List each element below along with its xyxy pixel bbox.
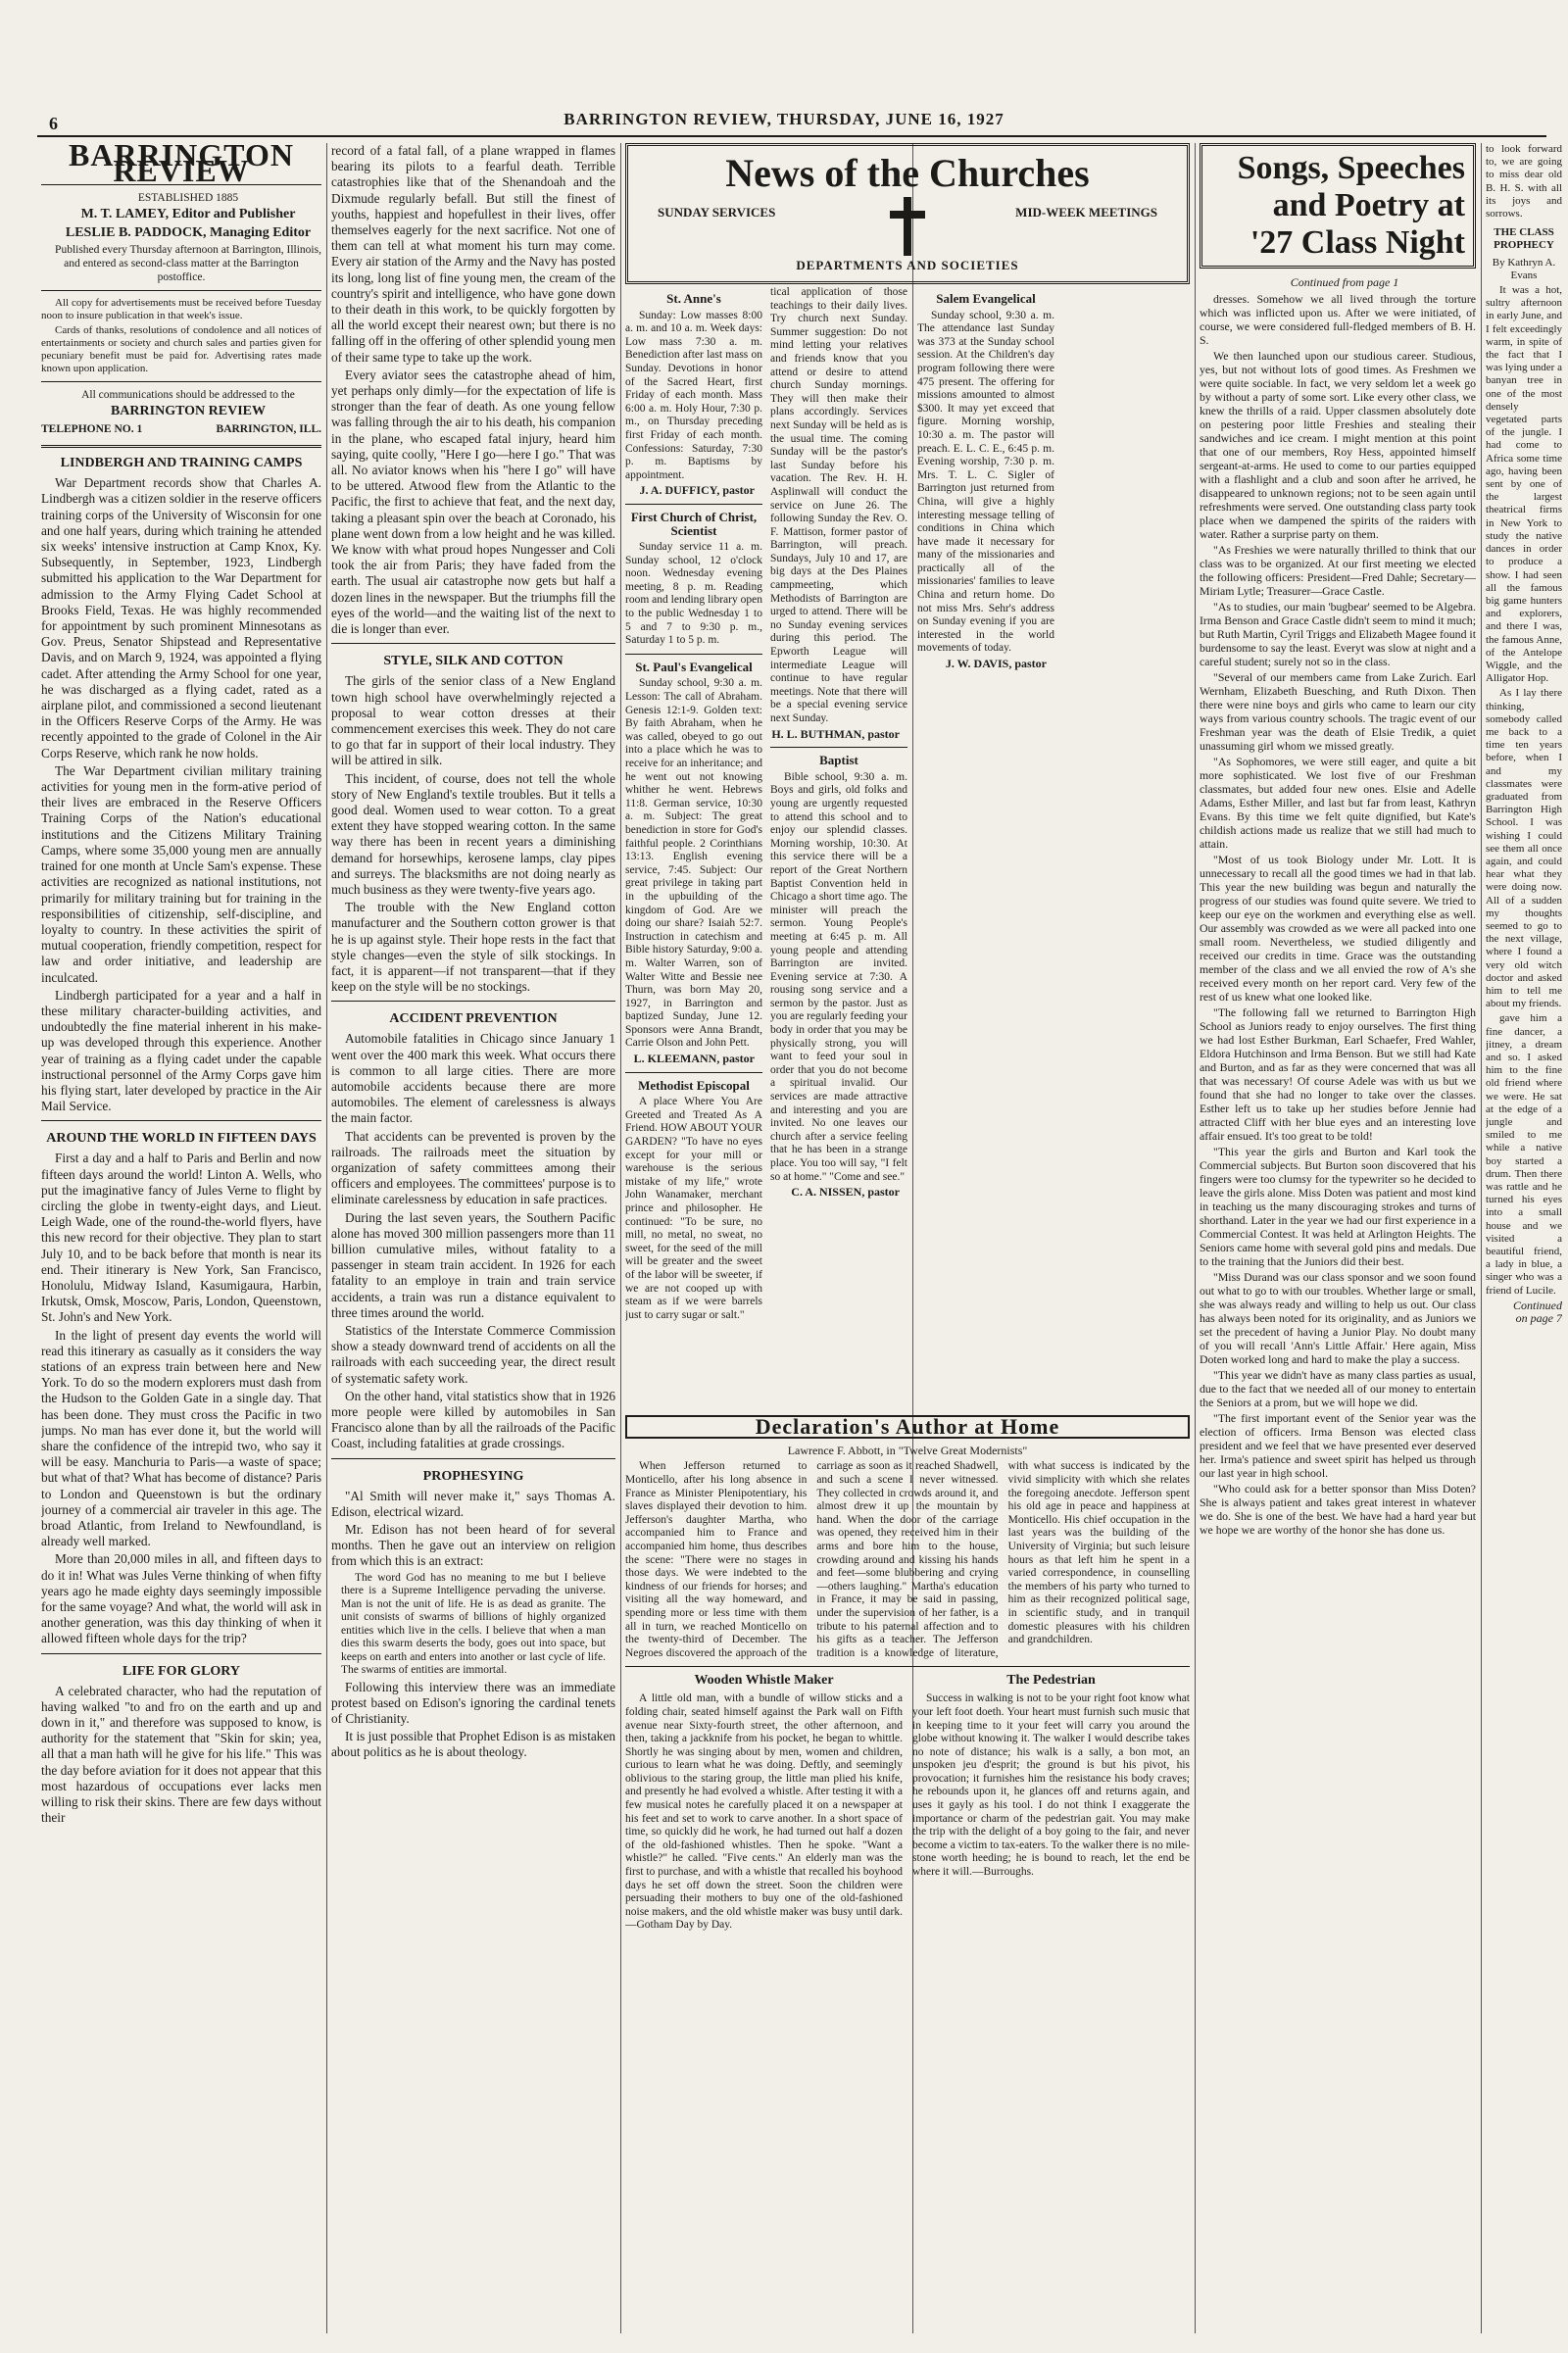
churches-banner [625, 143, 1190, 284]
article-paragraph: "Miss Durand was our class sponsor and we soon found out what to go to with our troubles. Whether large or small, she was always ready and willing to help us out. Our class has always been noted for its originality, and as Juniors we set the precedent of having a Junior Play. No doubt many of you will recall 'Ann's Little Affair.' Here again, Miss Doten worked long and hard to make the play a success. [1200, 1270, 1476, 1367]
church-signature: L. KLEEMANN, pastor [633, 1052, 755, 1066]
article-paragraph: War Department records show that Charles A. Lindbergh was a citizen soldier in the reserve officers training corps of the University of Wisconsin for one and one half years, during which training he attended six weeks' intensive instruction at Camp Knox, Ky. Subsequently, in September, 1923, Lindbergh submitted his application to the War Department for admission to the Army Flying Cadet School at Brooks Field, Texas. He was highly recommended for appointment by such prominent Minnesotans as Gov. Preus, Senator Shipstead and Representative Davis, and on March 9, 1924, was appointed a flying cadet. After attending the Army School for one year, he was discharged as a flying cadet, rated as a airplane pilot, and commissioned a second lieutenant in the Officers Reserve Corps of the Army. He was recently appointed to the grade of Colonel in the Air Corps Reserve, which rank he now holds. [41, 475, 321, 760]
article-title: AROUND THE WORLD IN FIFTEEN DAYS [46, 1131, 317, 1147]
songs-title-line-1: Songs, Speeches [1237, 150, 1465, 186]
article-paragraph: "The following fall we returned to Barrington High School as Juniors ready to enjoy ourselves. The first thing we had lost Esther Burkman, Earl Schaefer, Fred Wahler, Eldora Hutchinson and Irma Benson. But we still had Kate and Burton, and as far as they were concerned that was all that was necessary! Of course Adele was with us but we found that she had no longer to take over the classes. Esther left us to take up her studies before Jennie had attracted Cliff with her blue eyes and an interesting love affair ensued. It's too great to be told! [1200, 1005, 1476, 1144]
divider [625, 1072, 762, 1073]
church-signature: J. W. DAVIS, pastor [945, 657, 1047, 671]
divider [625, 504, 762, 505]
whistle-article [625, 1673, 903, 1935]
article-paragraph: In the light of present day events the world will read this itinerary as casually as it considers the way stations of an express train between here and New York. To do so the modern explorers must dash from the Hudson to the Golden Gate in a single day. That has been done. They must cross the Pacific in two jumps. No man has ever done it, but the world will share the confidence of the intrepid two, who say it will be easy. Manchuria to Paris—a waste of space; but what of that? What has become of distance? Paris to London and Queenstown is but the ordinary journey of a commercial air traveler in this age. The broad Atlantic, from Ireland to Newfoundland, is already well marked. [41, 1327, 321, 1549]
features-split [625, 1673, 1190, 1935]
article-paragraph: dresses. Somehow we all lived through the torture which was inflicted upon us. After we were initiated, of course, we were considered full-fledged members of B. H. S. [1200, 292, 1476, 348]
article-title: ACCIDENT PREVENTION [389, 1011, 558, 1027]
declaration-text: When Jefferson returned to Monticello, after his long absence in France as Minister Plenipotentiary, his slaves displayed their devotion to him. Jefferson's daughter Martha, who accompanied him to France and accompanied him home, thus describes the scene: "There were no stages in those days. We were indebted to the kindness of our friends for horses; and visiting all the way homeward, and spending more or less time with them all in turn, we reached Monticello on the twenty-third of December. The Negroes discovered the approach of the carriage as soon as it reached Shadwell, and such a scene I never witnessed. They collected in crowds around it, and almost drew it up the mountain by hand. When the door of the carriage was opened, they received him in their arms and bore him to the house, crowding around and kissing his hands and feet—some blubbering and crying—others laughing." Martha's education in France, it may be said in passing, under the supervision of her father, is a tribute to his paternal affection and to his gifts as a teacher. The Jefferson tradition is a knowledge of literature, with what success is indicated by the vivid simplicity with which she relates the foregoing anecdote. Jefferson spent his old age in peace and happiness at Monticello. His chief occupation in the last years was the building of the University of Virginia; but such leisure hours as that left him he spent in a varied correspondence, in counselling the members of his party who turned to him as their recognized political sage, in scientific study, and in tranquil domestic pleasures with his children and grandchildren. [625, 1460, 1190, 1659]
article-paragraph: Success in walking is not to be your right foot know what your left foot doeth. Your heart must furnish such music that in keeping time to it your feet will carry you around the globe without knowing it. The walker I would describe takes no note of distance; his walk is a sally, a bon mot, an unspoken jeu d'esprit; the ground is but his pivot, his provocation; it furnishes him the resistance his body craves; he rebounds upon it, he glances off and returns again, and uses it gayly as his tool. I do not think I exaggerate the importance or charm of the pedestrian gait. You may make the trip with the delight of a boy going to the fair, and never become a victim to tax-eaters. To the walker there is no mile-stone worth heeding; he is bound to reach, let the end be where it will.—Burroughs. [912, 1692, 1190, 1879]
article-paragraph: "The first important event of the Senior year was the election of officers. Irma Benson was elected class president and we feel that we have presented ever deserved her. Irma's patience and sweet spirit has helped us through our last year in high school. [1200, 1411, 1476, 1481]
article-paragraph: Lindbergh participated for a year and a half in these military character-building activities, and undoubtedly the fine material inherent in his make-up was developed through this experience. Another year of training as a flying cadet under the capable instructional personnel of the Army Corps gave him his flying start, later developed by practice in the Air Mail Service. [41, 987, 321, 1114]
prophecy-byline: By Kathryn A. Evans [1492, 256, 1556, 281]
church-title: Methodist Episcopal [638, 1077, 750, 1093]
divider [41, 381, 321, 382]
church-text: tical application of those teachings to their daily lives. Try church next Sunday. Summer suggestion: Do not mind letting your relatives and friends know that you attend or desire to attend church Sunday mornings. They will then make their plans accordingly. Services next Sunday will be held as is the usual time. The coming Sunday will be the pastor's last Sunday before his vacation. The Rev. H. H. Asplinwall will conduct the service on June 26. The following Sunday the Rev. O. F. Mattison, former pastor of Barrington, will preach. Sundays, July 10 and 17, are big days at the Des Plaines campmeeting, which Methodists of Barrington are urged to attend. There will be no Sunday evening services during this period. The Epworth League will intermediate League will continue to have regular meetings. Note that there will be a special evening service next Sunday. [770, 286, 907, 724]
masthead-address-line: All communications should be addressed to the [81, 388, 295, 401]
church-title: Salem Evangelical [936, 291, 1036, 306]
article-quote: The word God has no meaning to me but I believe there is a Supreme Intelligence pervading the universe. Man is not the unit of life. He is as dead as granite. The unit consists of swarms of billions of highly organized entities which live in the cells. I believe that when a man dies this swarm deserts the body, goes out into space, but keeps on earth and enters into another or last cycle of life. The swarms of entities are immortal. [341, 1571, 606, 1677]
article-paragraph: The girls of the senior class of a New England town high school have overwhelmingly rejected a proposal to wear cotton dresses at their commencement exercises this week. They do not care to go that far in support of their local industry. They will be attired in silk. [331, 673, 615, 768]
article-paragraph: A celebrated character, who had the reputation of having walked "to and fro on the earth and up and down in it," and therefore was supposed to know, is authority for the statement that "Skin for skin; yea, all that a man hath will he give for his life." This was the day before aviation for it does not appear that this most hazardous of occupations ever lacks men willing to risk their skins. There are few days without their [41, 1683, 321, 1826]
lower-features [625, 1407, 1190, 2333]
article-paragraph: The War Department civilian military training activities for young men in the form-ative period of their lives are embraced in the Reserve Officers Training Corps of the Nation's educational institutions and the Citizens Military Training Camps, where some 35,000 young men are annually trained for one month at Uncle Sam's expense. These activities are recognized as national institutions, not primarily for military training but for training in the responsibilities of citizenship, self-discipline, and loyalty to country. In these activities the spirit of mutual cooperation, friendly competition, respect for law and order initiative, and leadership are inculcated. [41, 762, 321, 985]
divider [41, 290, 321, 291]
continued-on: Continued on page 7 [1513, 1298, 1562, 1326]
article-paragraph: "As to studies, our main 'bugbear' seemed to be Algebra. Irma Benson and Grace Castle didn't seem to mind it much; but Ruth Martin, Cyril Triggs and Elizabeth Magee found it burdensome to say the least. Everyt was slow at night and a careful student; surely not so in the class. [1200, 600, 1476, 669]
churches-sunday-services: SUNDAY SERVICES [658, 205, 776, 220]
church-title: Baptist [819, 753, 858, 768]
article-paragraph: "This year the girls and Burton and Karl took the Commercial subjects. But Burton soon discovered that his fingers were too clumsy for the typewriter so he decided to leave the girls alone. Miss Doten was patient and most kind in teaching us the many discouraging strokes and turns of shorthand. Later in the year we had our first experience in a Commercial Contest. It was held at Arlington Heights. The Seniors came home with several gold pins and medals. Due to the training that the Juniors did their best. [1200, 1145, 1476, 1269]
article-paragraph: record of a fatal fall, of a plane wrapped in flames bearing its pilots to a fearful death. Terrible catastrophies like that of the Shenandoah and the Dixmude regularly befall. But still the finest of youths, happiest and hopefullest in their lives, offer themselves eagerly for the next sacrifice. Not one of them can tell at what moment his turn may come. Every air station of the Army and the Navy has posted its long, long list of fine young men, the cream of the country's spirit and intelligence, who have gone down to their death in this work, to be quickly forgotten by all the world except their nearest own; but there is no falling off in the offering of other splendid young men of their same type to take up the work. [331, 143, 615, 365]
running-head: BARRINGTON REVIEW, THURSDAY, JUNE 16, 1927 [564, 110, 1004, 128]
article-title: LIFE FOR GLORY [122, 1663, 241, 1679]
page-number: 6 [49, 114, 58, 133]
church-title: St. Anne's [666, 291, 721, 306]
article-paragraph: Following this interview there was an immediate protest based on Edison's ignoring the cardinal tenets of Christianity. [331, 1679, 615, 1727]
column-rule [620, 143, 621, 2333]
column-6 [1486, 143, 1562, 2333]
divider [331, 1458, 615, 1459]
songs-banner [1200, 143, 1476, 269]
church-title: St. Paul's Evangelical [635, 659, 753, 674]
article-paragraph: Mr. Edison has not been heard of for several months. Then he gave out an interview on religion from which this is an extract: [331, 1522, 615, 1569]
divider [331, 643, 615, 644]
church-text: Bible school, 9:30 a. m. Boys and girls, old folks and young are urgently requested to attend this school and to enjoy our splendid classes. Morning worship, 10:30. At this service there will be a report of the Great Northern Baptist Convention held in Chicago a short time ago. The minister will preach the sermon. Young People's meeting at 6:45 p. m. All young people and attending Barrington are invited. Evening service at 7:30. A rousing song service and a sermon by the pastor. Just as you are regularly feeding your body in order that you may be physically strong, you will want to feed your soul in order that you do not become a spiritual invalid. Our services are made attractive and interesting and you are invited. No one leaves our church after a service feeling that he has been in a strange place. You too will say, "I felt so at home." "Come and see." [770, 770, 907, 1183]
article-paragraph: It was a hot, sultry afternoon in early June, and I felt exceedingly warm, in spite of the fact that I was lying under a banyan tree in one of the most densely vegetated parts of the jungle. I had come to Africa some time ago, having been sent by one of the largest theatrical firms in New York to study the native dances in order to produce a show. I had seen all the famous big game hunters and explorers, and there I was, the famous Anne, of the Antelope Wiggle, and the Alligator Hop. [1486, 284, 1562, 685]
column-2 [331, 143, 615, 2333]
songs-text [1200, 292, 1476, 1537]
masthead-contact-row [41, 421, 321, 437]
church-signature: C. A. NISSEN, pastor [791, 1185, 900, 1200]
church-text: Sunday school, 9:30 a. m. Lesson: The call of Abraham. Genesis 12:1-9. Golden text: By faith Abraham, when he was called, obeyed to go out into a place which he was to receive for an inheritance; and he went out not knowing whither he went. Hebrews 11:8. German service, 10:30 a. m. Subject: The great benediction in store for God's faithful people. 2 Corinthians 13:13. English evening service, 7:45. Subject: Our great privilege in taking part in the upbuilding of the kingdom of God. Are we doing our share? Isaiah 52:7. Instruction in catechism and Bible history Saturday, 9:00 a. m. Walter Warren, son of Walter Witte and Bessie nee Thurn, was born May 20, 1927, in Barrington and baptized Sunday, June 12. Sponsors were Anna Brandt, Carrie Olson and John Pett. [625, 677, 762, 1050]
article-paragraph: Automobile fatalities in Chicago since January 1 went over the 400 mark this week. What occurs there is common to all large cities. There are more automobile accidents because there are more automobiles. The element of carelessness is always the main factor. [331, 1031, 615, 1126]
article-paragraph: A little old man, with a bundle of willow sticks and a folding chair, seated himself against the Park wall on Fifth avenue near Sixty-fourth street, the other afternoon, and then, taking a jackknife from his pocket, he began to whittle. Shortly he was singing about by men, women and children, curious to learn what he was doing. Deftly, and seemingly oblivious to the staring group, the little man plied his knife, and presently he had evolved a whistle. After testing it with a few musical notes he carefully placed it on a newspaper at his feet and set to work to carve another. In a short space of time, so quickly did he work, he had turned out half a dozen of the old-fashioned whistles. Then he spoke. "Want a whistle?" he called. "Five cents." An elderly man was the first to purchase, and with a whistle that recalled his boyhood days he set off down the street. Soon the children were persuading their mothers to buy one of the old-fashioned noise makers, and the old whistle maker was busy until dark.—Gotham Day by Day. [625, 1692, 903, 1932]
churches-departments: DEPARTMENTS AND SOCIETIES [796, 257, 1019, 272]
article-paragraph: "Most of us took Biology under Mr. Lott. It is unnecessary to recall all the good times we had in that lab. This year the new building was begun and naturally the progress of our studies was found quite severe. We tried to keep our eye on the workmen and everything else as well. Our assembly was crowded as we were all packed into one small room. Nevertheless, we studied diligently and received our credits in time. Grace was the outstanding member of the class and we all envied the row of A's she received every month on her report card. Very few of the rest of us knew what one looked like. [1200, 853, 1476, 1005]
masthead-notice-copy: All copy for advertisements must be received before Tuesday noon to insure publication in that week's issue. [41, 296, 321, 321]
article-paragraph: This incident, of course, does not tell the whole story of New England's textile troubles. But it tells a good deal. Women used to wear cotton. To a great extent they have stopped wearing cotton. In the same way there has been in recent years a diminishing demand for horsewhips, kerosene lamps, clay pipes and surreys. The blacksmiths are not doing nearly as much business as they were twenty-five years ago. [331, 770, 615, 897]
masthead-title: BARRINGTON REVIEW [69, 143, 294, 189]
songs-title-line-2: and Poetry at [1272, 187, 1465, 223]
top-rule [37, 135, 1546, 137]
churches-title: News of the Churches [725, 151, 1090, 195]
masthead-address-name: BARRINGTON REVIEW [110, 403, 267, 418]
article-paragraph: First a day and a half to Paris and Berlin and now fifteen days around the world! Linton A. Wells, who put the imaginative fancy of Jules Verne to flight by circling the globe in twenty-eight days, and Lieut. Leigh Wade, one of the round-the-world flyers, have this new record for their objective. They plan to start July 10, and to be back before that month is near its end. Their itinerary is New York, San Francisco, Honolulu, Midway Island, Kasumigaura, Harbin, Irkutsk, Omsk, Moscow, Paris, London, Queenstown, St. John's and New York. [41, 1151, 321, 1325]
article-paragraph: gave him a fine dancer, a jitney, a dream and so. I asked him to the fine old friend where we were. He sat at the edge of a jungle and smiled to me while a native boy started a drum. Then there was rattle and he turned his eyes into a small house and we visited a beautiful friend, a lady in blue, a singer who was a friend of Lucile. [1486, 1012, 1562, 1297]
masthead-notice-cards: Cards of thanks, resolutions of condolence and all notices of entertainments or society and church sales and parties given for pecuniary benefit must be paid for. Advertising rates made known upon application. [41, 323, 321, 374]
article-title: STYLE, SILK AND COTTON [383, 654, 564, 669]
divider [41, 445, 321, 448]
churches-midweek-meetings: MID-WEEK MEETINGS [1015, 205, 1157, 220]
masthead-established: ESTABLISHED 1885 [137, 192, 239, 205]
church-text: A place Where You Are Greeted and Treated As A Friend. HOW ABOUT YOUR GARDEN? "To have no eyes except for your mill or warehouse is the serious mistake of my life," wrote John Wanamaker, merchant prince and philosopher. He continued: "To be sure, no mill, no metal, no sweat, no sweet, for the seed of the mill will be greater and the sweet of the labor will be sweeter, if we are not cooped up with steam as if we were barrels just to carry sugar or salt." [625, 1096, 762, 1321]
masthead-published: Published every Thursday afternoon at Barrington, Illinois, and entered as second-class matter at the Barrington postoffice. [55, 243, 321, 283]
church-text: Sunday school, 9:30 a. m. The attendance last Sunday was 373 at the Sunday school session. At the Children's day program following there were 475 present. The offering for missions amounted to almost $300. It may yet exceed that figure. Morning worship, 10:30 a. m. The pastor will preach. E. L. C. E., 6:45 p. m. Evening worship, 7:30 p. m. Mrs. T. L. C. Sigler of Barrington just returned from China, will give a highly interesting message telling of conditions in China which have made it necessary for many of the missionaries and practically all of the missionaries' families to leave China and return home. Do not miss Mrs. Sehr's address on Sunday evening if you are interested in the world movements of today. [917, 309, 1054, 655]
column-rule [1481, 143, 1482, 2333]
article-title: Wooden Whistle Maker [694, 1673, 834, 1689]
article-paragraph: "As Freshies we were naturally thrilled to think that our class was to be organized. At our first meeting we elected the following officers: President—Fred Dahle; Secretary—Miriam Lytle; Treasurer—Grace Castle. [1200, 543, 1476, 599]
declaration-title: Declaration's Author at Home [625, 1415, 1190, 1439]
divider [625, 654, 762, 655]
article-paragraph: "As Sophomores, we were still eager, and quite a bit more sophisticated. We lost five of our Freshman classmates, but added four new ones. Elsie and Adelle Adams, Esther Miller, and last but far from least, Kathryn Evans. By this time we felt quite dignified, but Kate's childish actions made us realize that we still had much to attain. [1200, 755, 1476, 852]
article-paragraph: That accidents can be prevented is proven by the railroads. The railroads meet the situation by organization of safety committees among their officers and employees. The committees' purpose is to eliminate carelessness by education in safe practices. [331, 1128, 615, 1207]
article-paragraph: Statistics of the Interstate Commerce Commission show a steady downward trend of accidents on all the railroads with each succeeding year, the direct result of systematic safety work. [331, 1323, 615, 1386]
article-paragraph: We then launched upon our studious career. Studious, yes, but not without lots of good times. As Freshmen we were quite sociable. In fact, we very seldom let a week go by without a party of some sort. Like every other class, we knew the thrills of a raid. Upper classmen absolutely dote on pestering poor little Freshies and stealing their sandwiches and ice cream. I might mention at this point that one of our members, Roy Hess, appointed himself sergeant-at-arms. He used to come to our parties equipped with a flashlight and a club and soon after he arrived, he disappeared to unknown regions; not to be seen again until refreshments were served. One outstanding class party took place when we dampened the spirits of the raiders with water. Rather a surprise party on them. [1200, 349, 1476, 542]
masthead-city: BARRINGTON, ILL. [216, 423, 321, 436]
article-paragraph: "Al Smith will never make it," says Thomas A. Edison, electrical wizard. [331, 1488, 615, 1519]
column-rule [326, 143, 327, 2333]
church-text: Sunday service 11 a. m. Sunday school, 12 o'clock noon. Wednesday evening meeting, 8 p. m. Reading room and lending library open to the public Wednesday 1 to 5 and 7 to 9:30 p. m., Saturday 1 to 5 p. m. [625, 541, 762, 647]
churches-col-c [917, 286, 1054, 1403]
divider [625, 1666, 1190, 1667]
church-text: Sunday: Low masses 8:00 a. m. and 10 a. m. Week days: Low mass 7:30 a. m. Benediction after last mass on Sunday. Devotions in honor of the Sacred Heart, first Friday of each month. Mass 6:00 a. m. Holy Hour, 7:30 p. m., on Thursday preceding first Friday of each month. Confessions: Saturday, 7:30 p. m. Baptisms by appointment. [625, 309, 762, 481]
church-signature: J. A. DUFFICY, pastor [639, 483, 755, 498]
church-title: First Church of Christ, Scientist [630, 509, 758, 538]
divider [41, 1120, 321, 1121]
article-paragraph: "This year we didn't have as many class parties as usual, due to the fact that we needed all of our money to entertain the Seniors at a prom, but we will hope we did. [1200, 1368, 1476, 1410]
church-signature: H. L. BUTHMAN, pastor [771, 726, 900, 741]
article-paragraph: It is just possible that Prophet Edison is as mistaken about politics as he is about theology. [331, 1729, 615, 1760]
article-title: The Pedestrian [1006, 1673, 1096, 1689]
continued-from: Continued from page 1 [1290, 275, 1399, 289]
article-paragraph: The trouble with the New England cotton manufacturer and the Southern cotton grower is that he is up against style. Their hope rests in the fact that style changes—even the style of silk stockings. In fact, it is apparent—if not transparent—that if they keep on the style will be no stockings. [331, 900, 615, 995]
prophecy-title: THE CLASS PROPHECY [1494, 226, 1554, 252]
article-title: PROPHESYING [422, 1468, 524, 1484]
divider [41, 1653, 321, 1654]
article-paragraph: Every aviator sees the catastrophe ahead of him, yet perhaps only dimly—for the expectation of life is stronger than the fear of death. As one young fellow was falling through the air to his death, his companion in the plane, who escaped fatal injury, heard him saying, quite coolly, "Here I go—here I go." That was all. No aviator knows when his "here I go" will have to be uttered. Atwood flew from the Atlantic to the Pacific, the first to achieve that feat, and the next day, taking a pleasant spin over the beach at Coronado, his plane went down from a low height and he was killed. We know with what proud hopes Nungesser and Coli took the air from Paris; they have faded from the earth. The usual air catastrophe now gets but half a dozen lines in the newspaper. But the triumphs fill the eyes of the world—and the waiting list of the next to die is longer than ever. [331, 367, 615, 637]
songs-title-line-3: '27 Class Night [1250, 224, 1465, 261]
article-paragraph: During the last seven years, the Southern Pacific alone has moved 300 million passengers more than 11 billion cumulative miles, without fatality to a passenger in steam train accident. In 1926 for each fatality to an employe in train and train service accidents, a train was run a distance equivalent to three times around the world. [331, 1209, 615, 1320]
divider [331, 1001, 615, 1002]
masthead-telephone: TELEPHONE NO. 1 [41, 423, 143, 436]
column-1 [41, 143, 321, 2333]
article-paragraph: "Who could ask for a better sponsor than Miss Doten? She is always patient and takes great interest in whatever we do. She is one of the best. We have had a hard year but we hope we are worthy of the honor she has done us. [1200, 1482, 1476, 1538]
divider [770, 747, 907, 748]
article-title: LINDBERGH AND TRAINING CAMPS [60, 456, 303, 471]
masthead-managing-editor: LESLIE B. PADDOCK, Managing Editor [65, 224, 312, 240]
column-rule [1195, 143, 1196, 2333]
article-paragraph: to look forward to, we are going to miss dear old B. H. S. with all its joys and sorrows. [1486, 143, 1562, 221]
article-paragraph: On the other hand, vital statistics show that in 1926 more people were killed by automobiles in San Francisco alone than by all the railroads of the Pacific Coast, including fatalities at grade crossings. [331, 1388, 615, 1451]
article-paragraph: More than 20,000 miles in all, and fifteen days to do it in! What was Jules Verne thinking of when fifty years ago he made eighty days seemingly impossible for the same voyage? And what, the world will ask in another generation, was this day thinking of when it allowed fifteen whole days for the trip? [41, 1551, 321, 1646]
declaration-byline: Lawrence F. Abbott, in "Twelve Great Modernists" [787, 1444, 1028, 1458]
masthead-editor: M. T. LAMEY, Editor and Publisher [80, 207, 296, 222]
column-5 [1200, 143, 1476, 2333]
pedestrian-article [912, 1673, 1190, 1935]
article-paragraph: As I lay there thinking, somebody called me back to a time ten years before, when I and my classmates were graduated from Barrington High School. I was wishing I could see them all once again, and could hear what they were doing now. All of a sudden my thoughts seemed to go to the next village, where I found a very old witch doctor and asked him to tell me about my friends. [1486, 687, 1562, 1010]
article-paragraph: "Several of our members came from Lake Zurich. Earl Wernham, Elizabeth Buesching, and Ruth Dixon. Then there were nine boys and girls who came to learn our city ways from various country schools. The tragic event of our Freshman year was the death of Elsie Tredik, a quiet unassuming girl whom we missed greatly. [1200, 670, 1476, 754]
cross-icon [888, 197, 927, 256]
